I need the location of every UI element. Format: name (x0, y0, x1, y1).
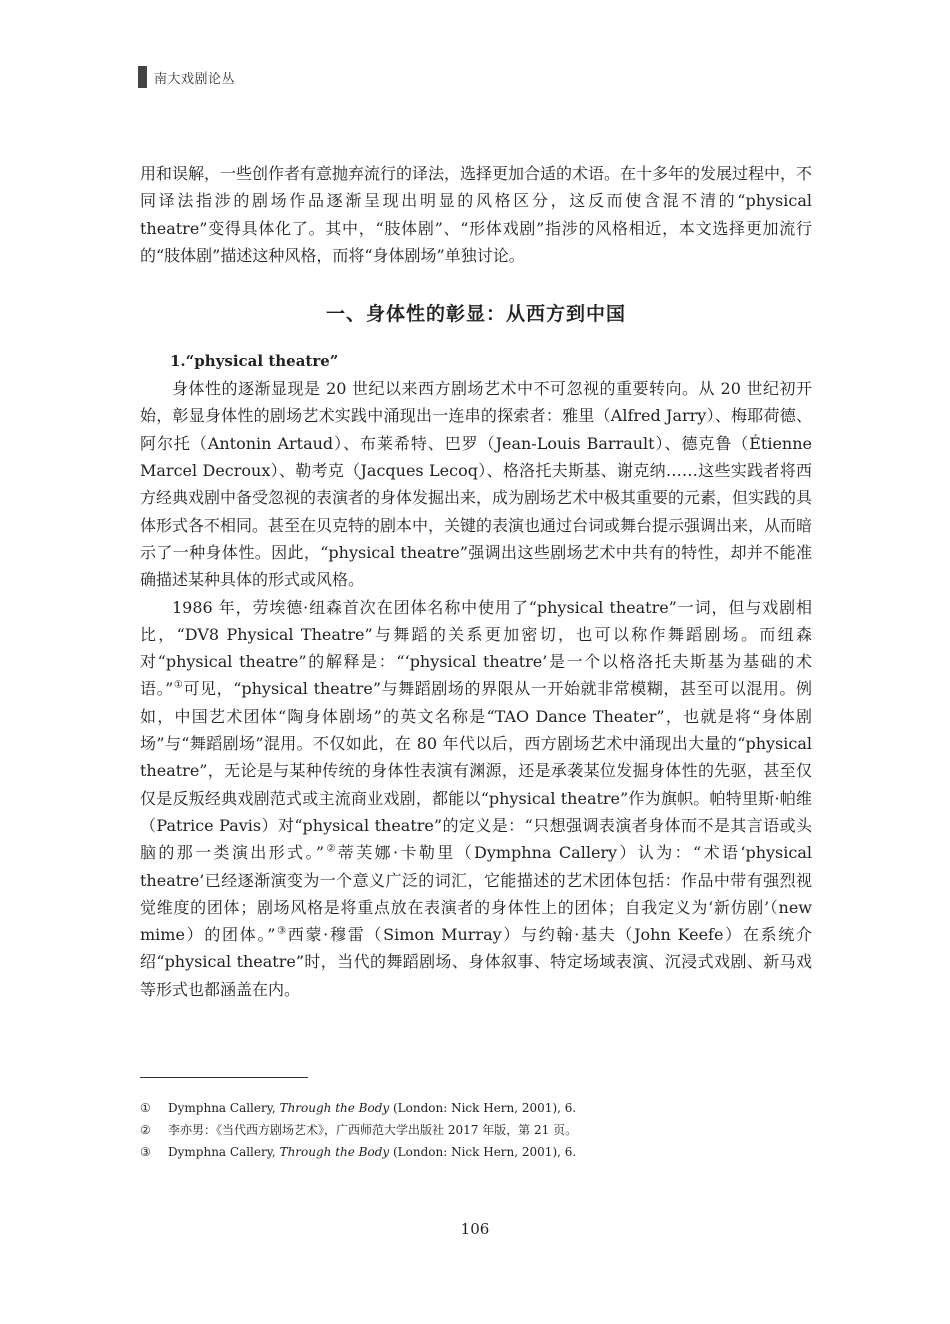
footnote-text-pre: Dymphna Callery, (168, 1101, 280, 1115)
footnote-text-pre: Dymphna Callery, (168, 1145, 280, 1159)
footnote-book-title: Through the Body (279, 1145, 390, 1159)
section-heading: 一、身体性的彰显：从西方到中国 (325, 303, 626, 326)
paragraph-2-text-d: 西蒙·穆雷（Simon Murray）与约翰·基夫（John Keefe）在系统介绍“physical theatre”时，当代的舞蹈剧场、身体叙事、特定场域表演、沉浸式戏剧、新马戏等形式也都涵盖在内。 (140, 925, 812, 999)
body-paragraph-2 (140, 594, 812, 1003)
journal-title: 南大戏剧论丛 (154, 71, 236, 87)
paragraph-2-text-b: 可见，“physical theatre”与舞蹈剧场的界限从一开始就非常模糊，甚至可以混用。例如，中国艺术团体“陶身体剧场”的英文名称是“TAO Dance Theater”，也就是将“身体剧场”与“舞蹈剧场”混用。不仅如此，在 80 年代以后，西方剧场艺术中涌现出大量的“physical theatre”，无论是与某种传统的身体性表演有渊源，还是承袭某位发掘身体性的先驱，甚至仅仅是反叛经典戏剧范式或主流商业戏剧，都能以“physical theatre”作为旗帜。帕特里斯·帕维（Patrice Pavis）对“physical theatre”的定义是：“只想强调表演者身体而不是其言语或头脑的那一类演出形式。” (140, 679, 812, 863)
footnotes (140, 1097, 812, 1163)
subsection-heading: 1.“physical theatre” (170, 352, 339, 371)
footnote-2 (140, 1119, 812, 1141)
footnote-3 (140, 1141, 812, 1163)
page-number: 106 (460, 1220, 490, 1238)
footnote-mark: ③ (140, 1145, 151, 1159)
body-paragraph-1: 身体性的逐渐显现是 20 世纪以来西方剧场艺术中不可忽视的重要转向。从 20 世纪初开始，彰显身体性的剧场艺术实践中涌现出一连串的探索者：雅里（Alfred Jarry）、梅耶荷德、阿尔托（Antonin Artaud）、布莱希特、巴罗（Jean-Louis Barrault）、德克鲁（Étienne Marcel Decroux）、勒考克（Jacques Lecoq）、格洛托夫斯基、谢克纳……这些实践者将西方经典戏剧中备受忽视的表演者的身体发掘出来，成为剧场艺术中极其重要的元素，但实践的具体形式各不相同。甚至在贝克特的剧本中，关键的表演也通过台词或舞台提示强调出来，从而暗示了一种身体性。因此，“physical theatre”强调出这些剧场艺术中共有的特性，却并不能准确描述某种具体的形式或风格。 (140, 379, 813, 590)
footnote-text (168, 1097, 576, 1119)
running-header (138, 66, 235, 88)
main-text (140, 160, 812, 1003)
paragraph-2-text-a: 1986 年，劳埃德·纽森首次在团体名称中使用了“physical theatre”一词，但与戏剧相比，“DV8 Physical Theatre”与舞蹈的关系更加密切，也可以称作舞蹈剧场。而纽森对“physical theatre”的解释是：“‘physical theatre’是一个以格洛托夫斯基为基础的术语。” (140, 597, 812, 699)
footnote-text-post: (London: Nick Hern, 2001), 6. (389, 1145, 577, 1159)
footnote-ref-3[interactable]: ③ (275, 925, 288, 937)
header-marker-bar (138, 66, 147, 88)
footnote-mark: ② (140, 1123, 151, 1137)
footnote-ref-1[interactable]: ① (173, 680, 184, 692)
footnote-mark: ① (140, 1101, 151, 1115)
footnote-text: 李亦男：《当代西方剧场艺术》，广西师范大学出版社 2017 年版，第 21 页。 (168, 1123, 578, 1137)
footnote-ref-2[interactable]: ② (324, 843, 338, 855)
intro-paragraph: 用和误解，一些创作者有意抛弃流行的译法，选择更加合适的术语。在十多年的发展过程中，不同译法指涉的剧场作品逐渐呈现出明显的风格区分，这反而使含混不清的“physical theatre”变得具体化了。其中，“肢体剧”、“形体戏剧”指涉的风格相近，本文选择更加流行的“肢体剧”描述这种风格，而将“身体剧场”单独讨论。 (140, 164, 813, 265)
footnote-book-title: Through the Body (279, 1101, 390, 1115)
footnote-text (168, 1141, 576, 1163)
footnote-divider (140, 1077, 308, 1078)
paragraph-2-text-c: 蒂芙娜·卡勒里（Dymphna Callery）认为：“术语‘physical theatre’已经逐渐演变为一个意义广泛的词汇，它能描述的艺术团体包括：作品中带有强烈视觉维度的团体；剧场风格是将重点放在表演者的身体性上的团体；自我定义为‘新仿剧’（new mime）的团体。” (140, 843, 813, 945)
footnote-text-post: (London: Nick Hern, 2001), 6. (389, 1101, 577, 1115)
footnote-1 (140, 1097, 812, 1119)
